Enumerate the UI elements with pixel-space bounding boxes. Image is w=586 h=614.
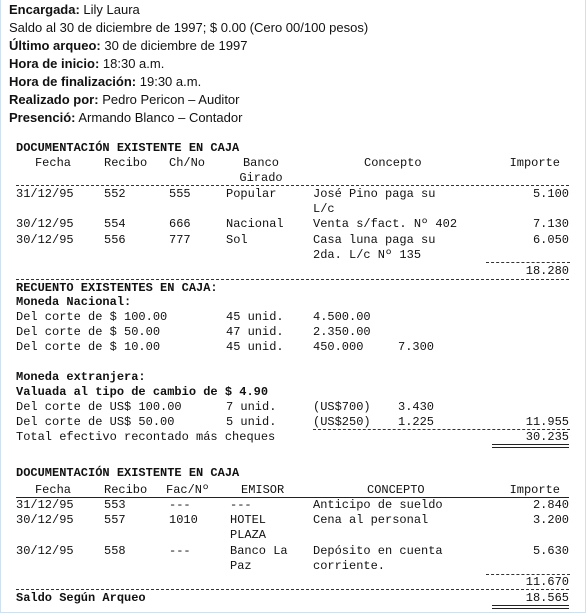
nac-row-monto: 2.350.00: [313, 325, 371, 339]
ext-subtotal: 11.955: [525, 415, 569, 429]
doc2-col-recibo: Recibo: [104, 483, 148, 497]
doc2-bottom-rule: [16, 589, 569, 590]
doc1-row-banco: Sol: [226, 233, 248, 247]
nac-row-desc: Del corte de $ 50.00: [16, 325, 161, 339]
doc2-row-facno: ---: [169, 498, 191, 512]
doc2-col-importe: Importe: [509, 483, 560, 497]
ext-row-desc: Del corte de US$ 50.00: [16, 415, 175, 429]
ext-row-unid: 7 unid.: [226, 400, 277, 414]
doc1-total-rule: [486, 262, 570, 263]
nac-row-monto: 4.500.00: [313, 310, 371, 324]
doc1-row-recibo: 554: [104, 217, 126, 231]
doc1-row-banco: Nacional: [226, 217, 284, 231]
doc1-row-chno: 666: [169, 217, 191, 231]
doc2-row-concepto: Anticipo de sueldo: [313, 498, 443, 512]
tipo-cambio-label: Valuada al tipo de cambio de $ 4.90: [16, 385, 269, 399]
ext-row-monto: 3.430: [398, 400, 435, 414]
doc2-row-fecha: 31/12/95: [16, 498, 74, 512]
doc2-row-facno: ---: [169, 544, 191, 558]
doc1-row-recibo: 556: [104, 233, 126, 247]
doc2-header-rule: [16, 497, 569, 498]
doc2-col-facno: Fac/Nº: [166, 483, 210, 497]
doc2-title: DOCUMENTACIÓN EXISTENTE EN CAJA: [16, 466, 240, 480]
nac-row-unid: 45 unid.: [226, 340, 284, 354]
doc2-row-emisor: ---: [230, 498, 252, 512]
doc2-row-recibo: 553: [104, 498, 126, 512]
doc1-row-chno: 777: [169, 233, 191, 247]
doc1-row-concepto-cont: L/c: [313, 202, 335, 216]
doc2-row-emisor: Banco La: [230, 544, 288, 558]
doc1-header-rule: [16, 185, 569, 186]
doc1-col-concepto: Concepto: [364, 156, 422, 170]
saldo-arqueo-label: Saldo Según Arqueo: [16, 591, 146, 605]
doc1-row-importe: 6.050: [532, 233, 569, 247]
nac-subtotal: 7.300: [398, 340, 435, 354]
doc2-row-fecha: 30/12/95: [16, 544, 74, 558]
nac-row-unid: 47 unid.: [226, 325, 284, 339]
doc1-row-fecha: 30/12/95: [16, 233, 74, 247]
doc1-col-chno: Ch/No: [169, 156, 206, 170]
doc1-col-recibo: Recibo: [104, 156, 148, 170]
doc2-row-recibo: 558: [104, 544, 126, 558]
doc1-row-fecha: 30/12/95: [16, 217, 74, 231]
doc2-row-facno: 1010: [169, 513, 198, 527]
nac-row-unid: 45 unid.: [226, 310, 284, 324]
moneda-nacional-label: Moneda Nacional:: [16, 295, 132, 309]
ultimo-arqueo-line: Último arqueo: 30 de diciembre de 1997: [9, 38, 248, 53]
total-efectivo-value: 30.235: [525, 430, 569, 444]
ext-row-usd: (US$250): [313, 415, 371, 429]
presencio-line: Presenció: Armando Blanco – Contador: [9, 110, 243, 125]
doc1-col-fecha: Fecha: [34, 156, 71, 170]
doc1-row-concepto: Venta s/fact. Nº 402: [313, 217, 458, 231]
doc1-row-importe: 5.100: [532, 187, 569, 201]
doc1-total: 18.280: [525, 264, 569, 278]
doc2-row-importe: 5.630: [532, 544, 569, 558]
nac-row-monto: 450.000: [313, 340, 364, 354]
saldo-line: Saldo al 30 de diciembre de 1997; $ 0.00 (Cero 00/100 pesos): [9, 20, 369, 35]
saldo-arqueo-value: 18.565: [525, 591, 569, 605]
doc1-col-importe: Importe: [509, 156, 560, 170]
total-efectivo-label: Total efectivo recontado más cheques: [16, 430, 276, 444]
nac-row-desc: Del corte de $ 100.00: [16, 310, 168, 324]
doc1-row-concepto: José Pino paga su: [313, 187, 436, 201]
doc1-row-concepto: Casa luna paga su: [313, 233, 436, 247]
ext-row-monto: 1.225: [398, 415, 435, 429]
doc1-col-girado: Girado: [239, 171, 283, 185]
hora-inicio-line: Hora de inicio: 18:30 a.m.: [9, 56, 165, 71]
doc1-row-chno: 555: [169, 187, 191, 201]
doc2-row-concepto-cont: corriente.: [313, 559, 386, 573]
doc1-col-banco: Banco: [242, 156, 279, 170]
ext-row-desc: Del corte de US$ 100.00: [16, 400, 182, 414]
doc2-row-fecha: 30/12/95: [16, 513, 74, 527]
doc2-row-emisor-cont: PLAZA: [230, 528, 267, 542]
recuento-title: RECUENTO EXISTENTES EN CAJA:: [16, 281, 218, 295]
doc1-row-importe: 7.130: [532, 217, 569, 231]
doc2-row-concepto: Cena al personal: [313, 513, 429, 527]
nac-row-desc: Del corte de $ 10.00: [16, 340, 161, 354]
moneda-extranjera-label: Moneda extranjera:: [16, 370, 146, 384]
doc1-title: DOCUMENTACIÓN EXISTENTE EN CAJA: [16, 141, 240, 155]
total-double-rule: [492, 444, 569, 448]
doc2-row-importe: 3.200: [532, 513, 569, 527]
doc2-row-emisor-cont: Paz: [230, 559, 252, 573]
ext-row-unid: 5 unid.: [226, 415, 277, 429]
doc1-row-recibo: 552: [104, 187, 126, 201]
doc2-col-fecha: Fecha: [34, 483, 71, 497]
doc2-row-emisor: HOTEL: [230, 513, 267, 527]
doc2-total: 11.670: [525, 575, 569, 589]
realizado-por-line: Realizado por: Pedro Pericon – Auditor: [9, 92, 240, 107]
hora-finalizacion-line: Hora de finalización: 19:30 a.m.: [9, 74, 202, 89]
ext-row-usd: (US$700): [313, 400, 371, 414]
doc2-col-emisor: EMISOR: [241, 483, 285, 497]
doc2-row-recibo: 557: [104, 513, 126, 527]
saldo-double-rule: [492, 605, 569, 609]
doc2-row-concepto: Depósito en cuenta: [313, 544, 443, 558]
doc2-col-concepto: CONCEPTO: [367, 483, 425, 497]
doc2-row-importe: 2.840: [532, 498, 569, 512]
doc1-row-fecha: 31/12/95: [16, 187, 74, 201]
doc1-bottom-rule: [16, 279, 569, 280]
doc1-row-banco: Popular: [226, 187, 277, 201]
doc1-row-concepto-cont: 2da. L/c Nº 135: [313, 248, 422, 262]
encargada-line: Encargada: Lily Laura: [9, 2, 140, 17]
